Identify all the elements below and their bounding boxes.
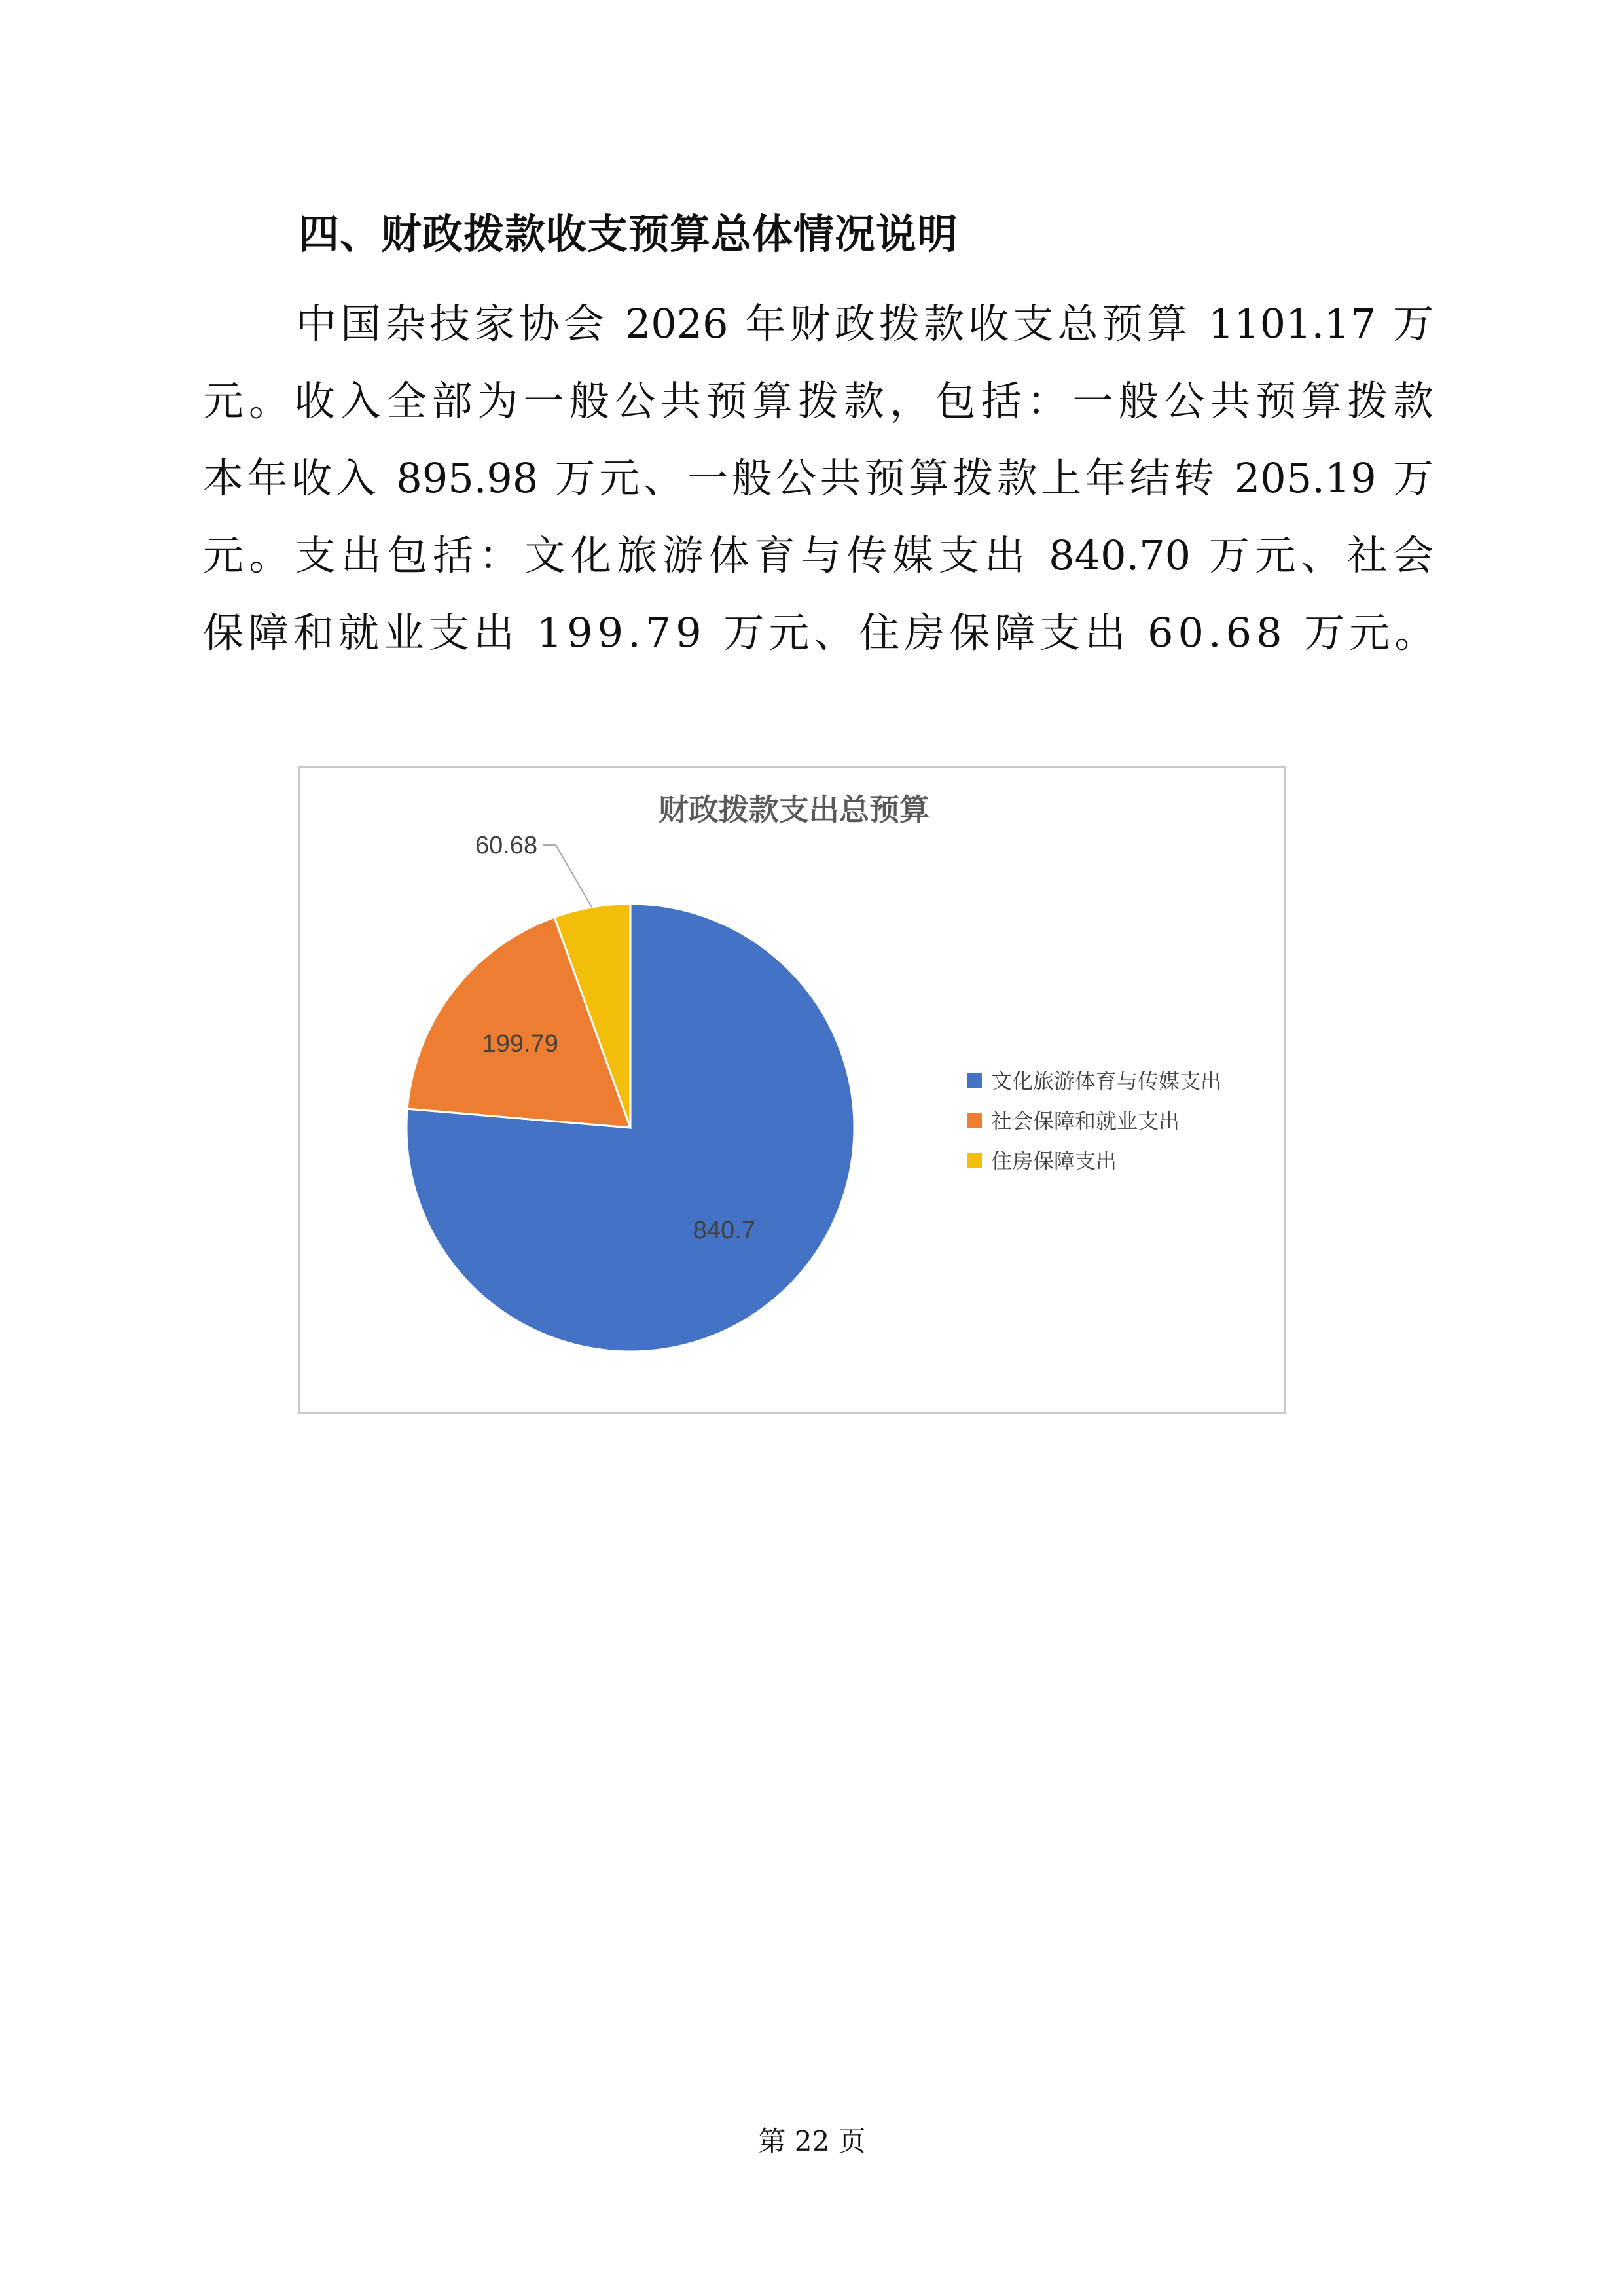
pie-chart-canvas	[300, 768, 1288, 1416]
body-paragraph	[203, 285, 1440, 672]
paragraph-line: 中国杂技家协会 2026 年财政拨款收支总预算 1101.17 万	[296, 300, 1434, 348]
paragraph-line: 元。支出包括：文化旅游体育与传媒支出 840.70 万元、社会	[203, 531, 1434, 579]
legend-swatch	[967, 1073, 982, 1088]
legend-item-housing	[967, 1149, 1117, 1174]
pie-chart	[298, 766, 1286, 1414]
legend-label: 文化旅游体育与传媒支出	[991, 1069, 1222, 1094]
data-label-social-security: 199.79	[482, 1030, 558, 1058]
legend-item-culture	[967, 1069, 1221, 1094]
legend-swatch	[967, 1113, 982, 1128]
data-label-housing: 60.68	[475, 832, 538, 860]
legend-label: 社会保障和就业支出	[991, 1109, 1180, 1134]
paragraph-line: 本年收入 895.98 万元、一般公共预算拨款上年结转 205.19 万	[203, 454, 1434, 502]
chart-title: 财政拨款支出总预算	[659, 792, 929, 827]
section-heading: 四、财政拨款收支预算总体情况说明	[298, 210, 959, 258]
legend-swatch	[967, 1153, 982, 1168]
leader-line	[543, 845, 592, 907]
legend-item-social-security	[967, 1109, 1180, 1134]
page-number: 第 22 页	[758, 2125, 866, 2157]
paragraph-line: 元。收入全部为一般公共预算拨款，包括：一般公共预算拨款	[203, 377, 1434, 425]
chart-legend	[967, 1069, 1221, 1174]
data-label-culture: 840.7	[693, 1217, 756, 1245]
pie-slices	[406, 904, 854, 1352]
legend-label: 住房保障支出	[991, 1149, 1117, 1174]
paragraph-line: 保障和就业支出 199.79 万元、住房保障支出 60.68 万元。	[203, 609, 1440, 656]
